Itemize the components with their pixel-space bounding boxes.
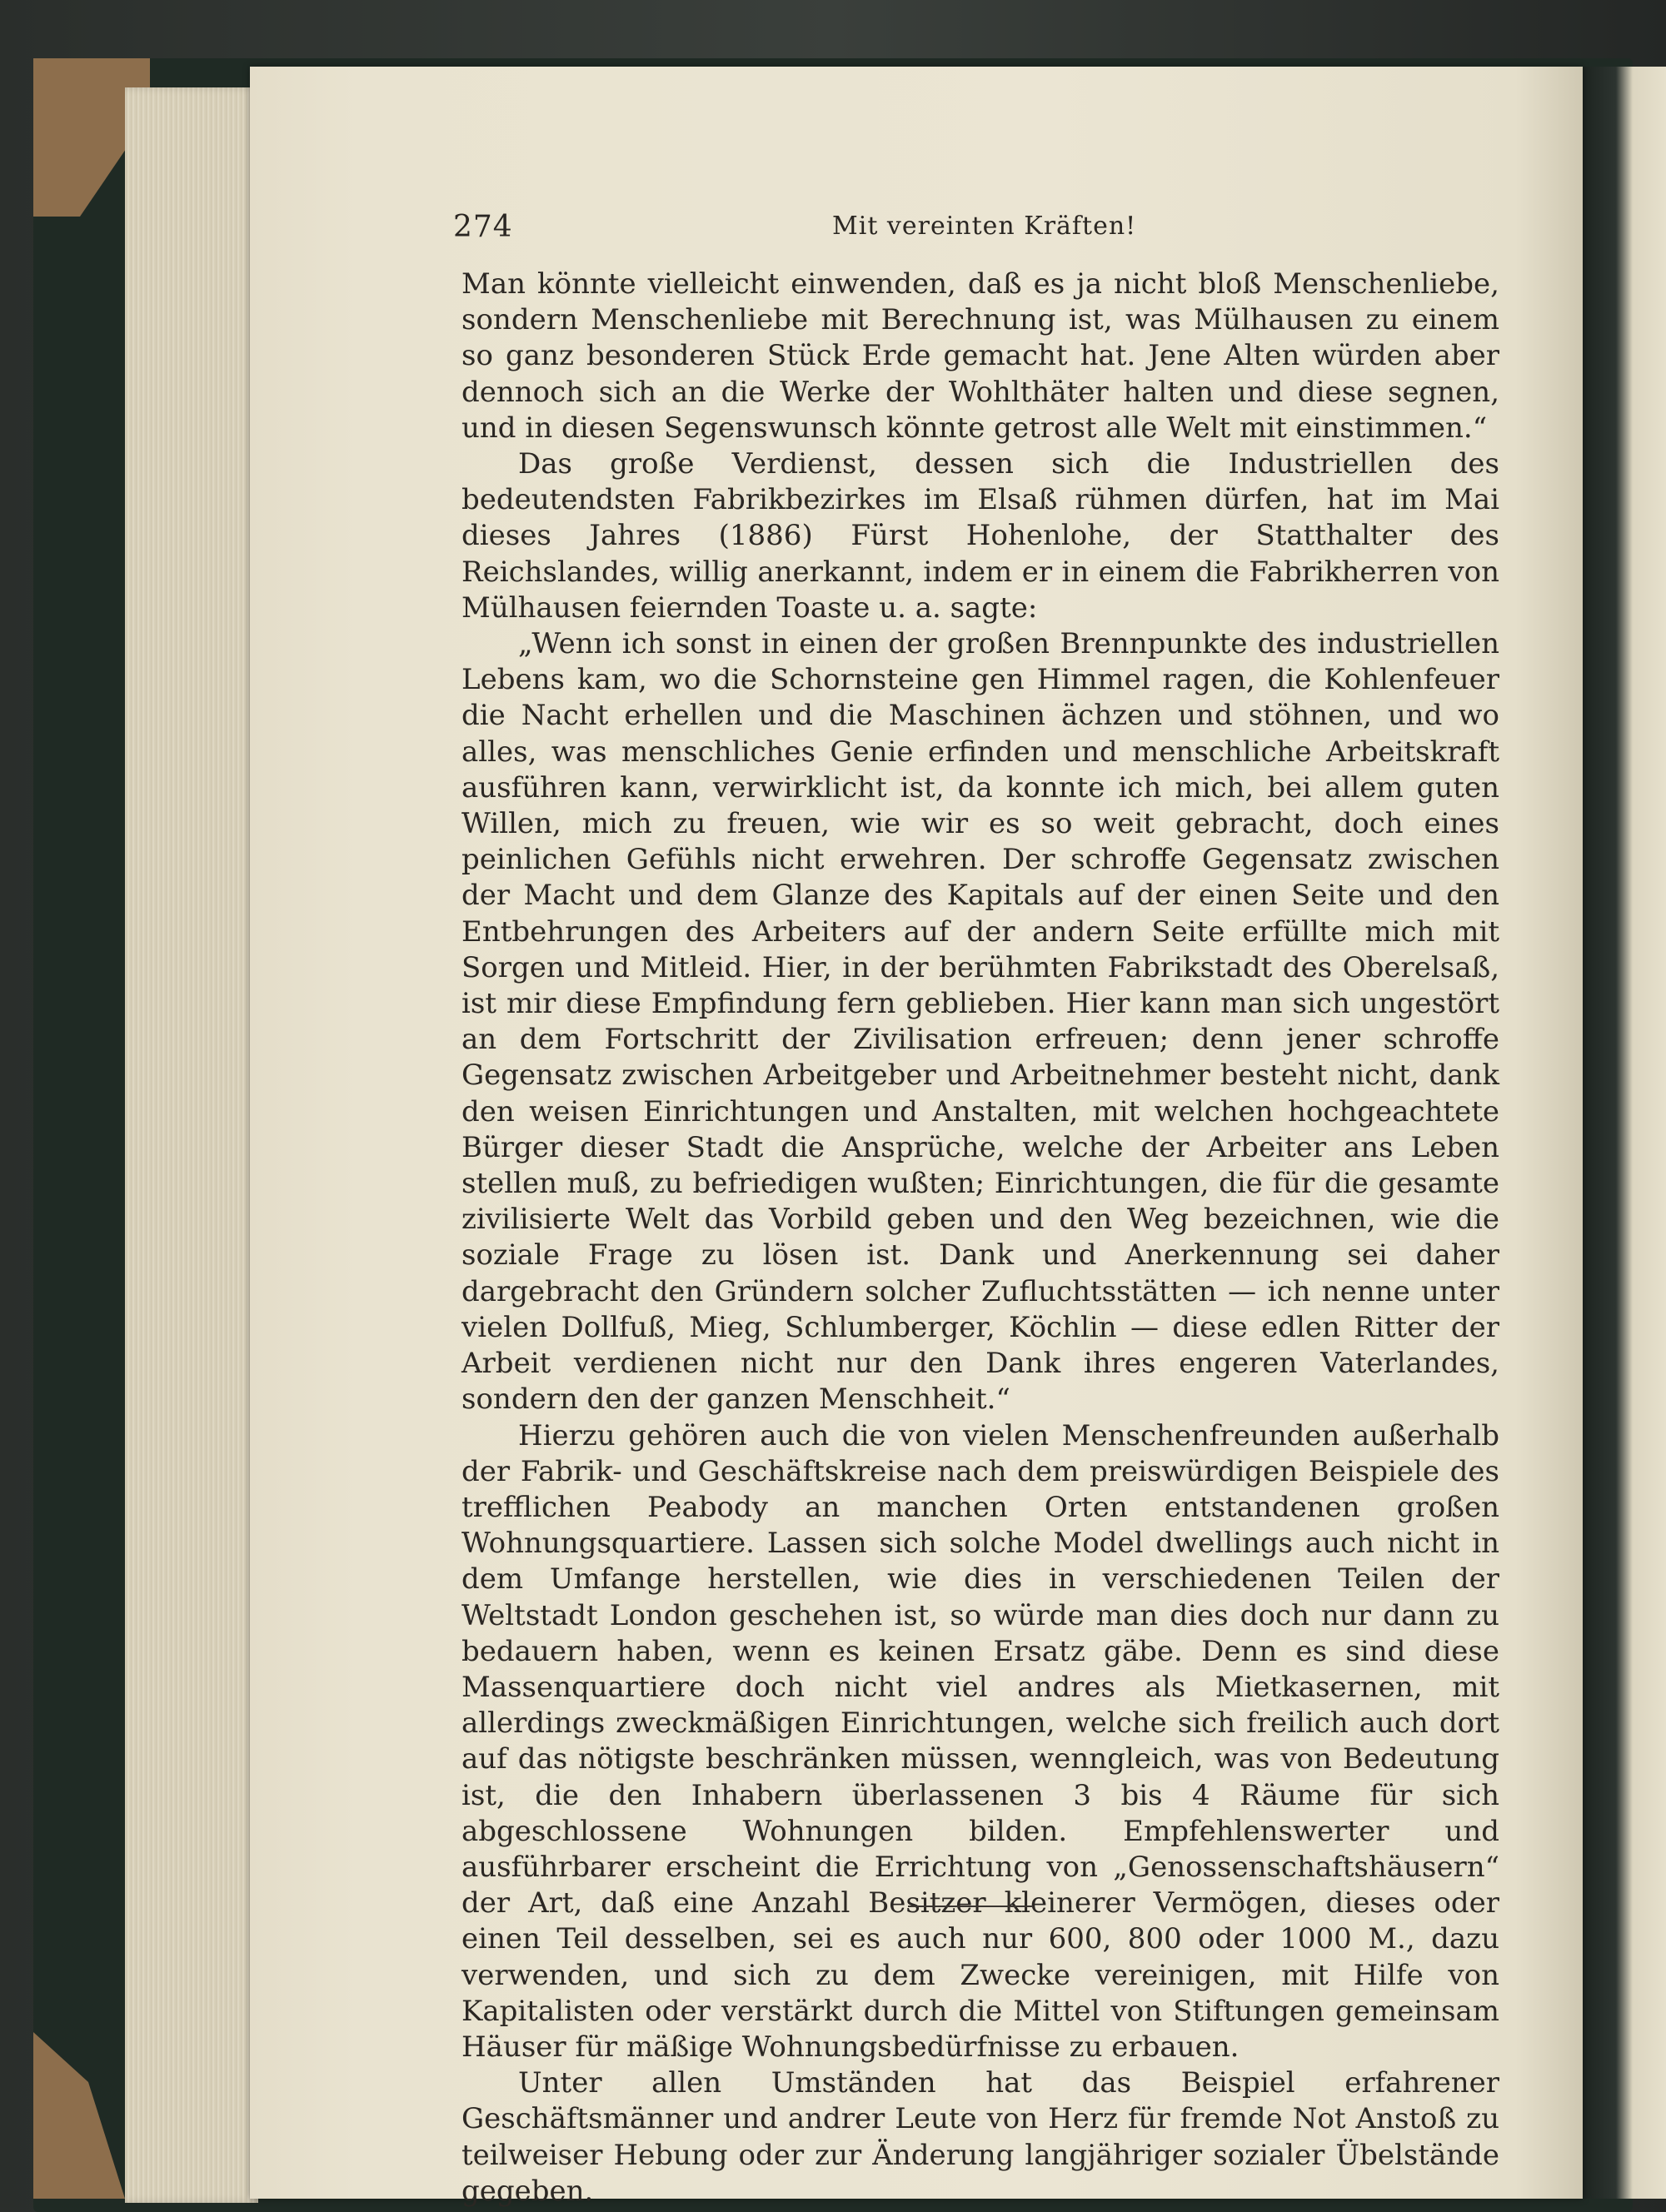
paragraph: Hierzu gehören auch die von vielen Menschenfreunden außerhalb der Fabrik- und Geschäftskreise nach dem preiswürdigen Beispiele des trefflichen Peabody an manchen Orten entstandenen großen Wohnungsquartiere. Lassen sich solche Model dwellings auch nicht in dem Umfange herstellen, wie dies in verschiedenen Teilen der Weltstadt London geschehen ist, so würde man dies doch nur dann zu bedauern haben, wenn es keinen Ersatz gäbe. Denn es sind diese Massenquartiere doch nicht viel andres als Mietkasernen, mit allerdings zweckmäßigen Einrichtungen, welche sich freilich auch dort auf das nötigste beschränken müssen, wenngleich, was von Bedeutung ist, die den Inhabern überlassenen 3 bis 4 Räume für sich abgeschlossene Wohnungen bilden. Empfehlenswerter und ausführbarer erscheint die Errichtung von „Genossenschaftshäusern“ der Art, daß eine Anzahl Besitzer kleinerer Vermögen, dieses oder einen Teil desselben, sei es auch nur 600, 800 oder 1000 M., dazu verwenden, und sich zu dem Zwecke vereinigen, mit Hilfe von Kapitalisten oder verstärkt durch die Mittel von Stiftungen gemeinsam Häuser für mäßige Wohnungsbedürfnisse zu erbauen. xyxy=(461,1418,1499,2064)
page-header xyxy=(453,210,1503,252)
paragraph: Das große Verdienst, dessen sich die Industriellen des bedeutendsten Fabrikbezirkes im Elsaß rühmen dürfen, hat im Mai dieses Jahres (1886) Fürst Hohenlohe, der Statthalter des Reichslandes, willig anerkannt, indem er in einem die Fabrikherren von Mülhausen feiernden Toaste u. a. sagte: xyxy=(461,447,1499,625)
quotation-paragraph: „Wenn ich sonst in einen der großen Brennpunkte des industriellen Lebens kam, wo die Schornsteine gen Himmel ragen, die Kohlenfeuer die Nacht erhellen und die Maschinen ächzen und stöhnen, und wo alles, was menschliches Genie erfinden und menschliche Arbeitskraft ausführen kann, verwirklicht ist, da konnte ich mich, bei allem guten Willen, mich zu freuen, wie wir es so weit gebracht, doch eines peinlichen Gefühls nicht erwehren. Der schroffe Gegensatz zwischen der Macht und dem Glanze des Kapitals auf der einen Seite und den Entbehrungen des Arbeiters auf der andern Seite erfüllte mich mit Sorgen und Mitleid. Hier, in der berühmten Fabrikstadt des Oberelsaß, ist mir diese Empfindung fern geblieben. Hier kann man sich ungestört an dem Fortschritt der Zivilisation erfreuen; denn jener schroffe Gegensatz zwischen Arbeitgeber und Arbeitnehmer besteht nicht, dank den weisen Einrichtungen und Anstalten, mit welchen hochgeachtete Bürger dieser Stadt die Ansprüche, welche der Arbeiter ans Leben stellen muß, zu befriedigen wußten; Einrichtungen, die für die gesamte zivilisierte Welt das Vorbild geben und den Weg bezeichnen, wie die soziale Frage zu lösen ist. Dank und Anerkennung sei daher dargebracht den Gründern solcher Zufluchtsstätten — ich nenne unter vielen Dollfuß, Mieg, Schlumberger, Köchlin — diese edlen Ritter der Arbeit verdienen nicht nur den Dank ihres engeren Vaterlandes, sondern den der ganzen Menschheit.“ xyxy=(461,627,1499,1417)
paragraph: Unter allen Umständen hat das Beispiel erfahrener Geschäftsmänner und andrer Leute von Herz für fremde Not Anstoß zu teilweiser Hebung oder zur Änderung langjähriger sozialer Übelstände gegeben. xyxy=(461,2066,1499,2208)
running-title: Mit vereinten Kräften! xyxy=(832,212,1137,241)
body-text xyxy=(461,267,1499,2210)
page-number: 274 xyxy=(453,210,513,244)
paragraph: Man könnte vielleicht einwenden, daß es ja nicht bloß Menschenliebe, sondern Menschenliebe mit Berechnung ist, was Mülhausen zu einem so ganz besonderen Stück Erde gemacht hat. Jene Alten würden aber dennoch sich an die Werke der Wohlthäter halten und diese segnen, und in diesen Segenswunsch könnte getrost alle Welt mit einstimmen.“ xyxy=(461,267,1499,445)
section-end-rule xyxy=(908,1906,1033,1907)
facing-page-edge xyxy=(1583,67,1666,2199)
page-stack xyxy=(125,87,258,2203)
